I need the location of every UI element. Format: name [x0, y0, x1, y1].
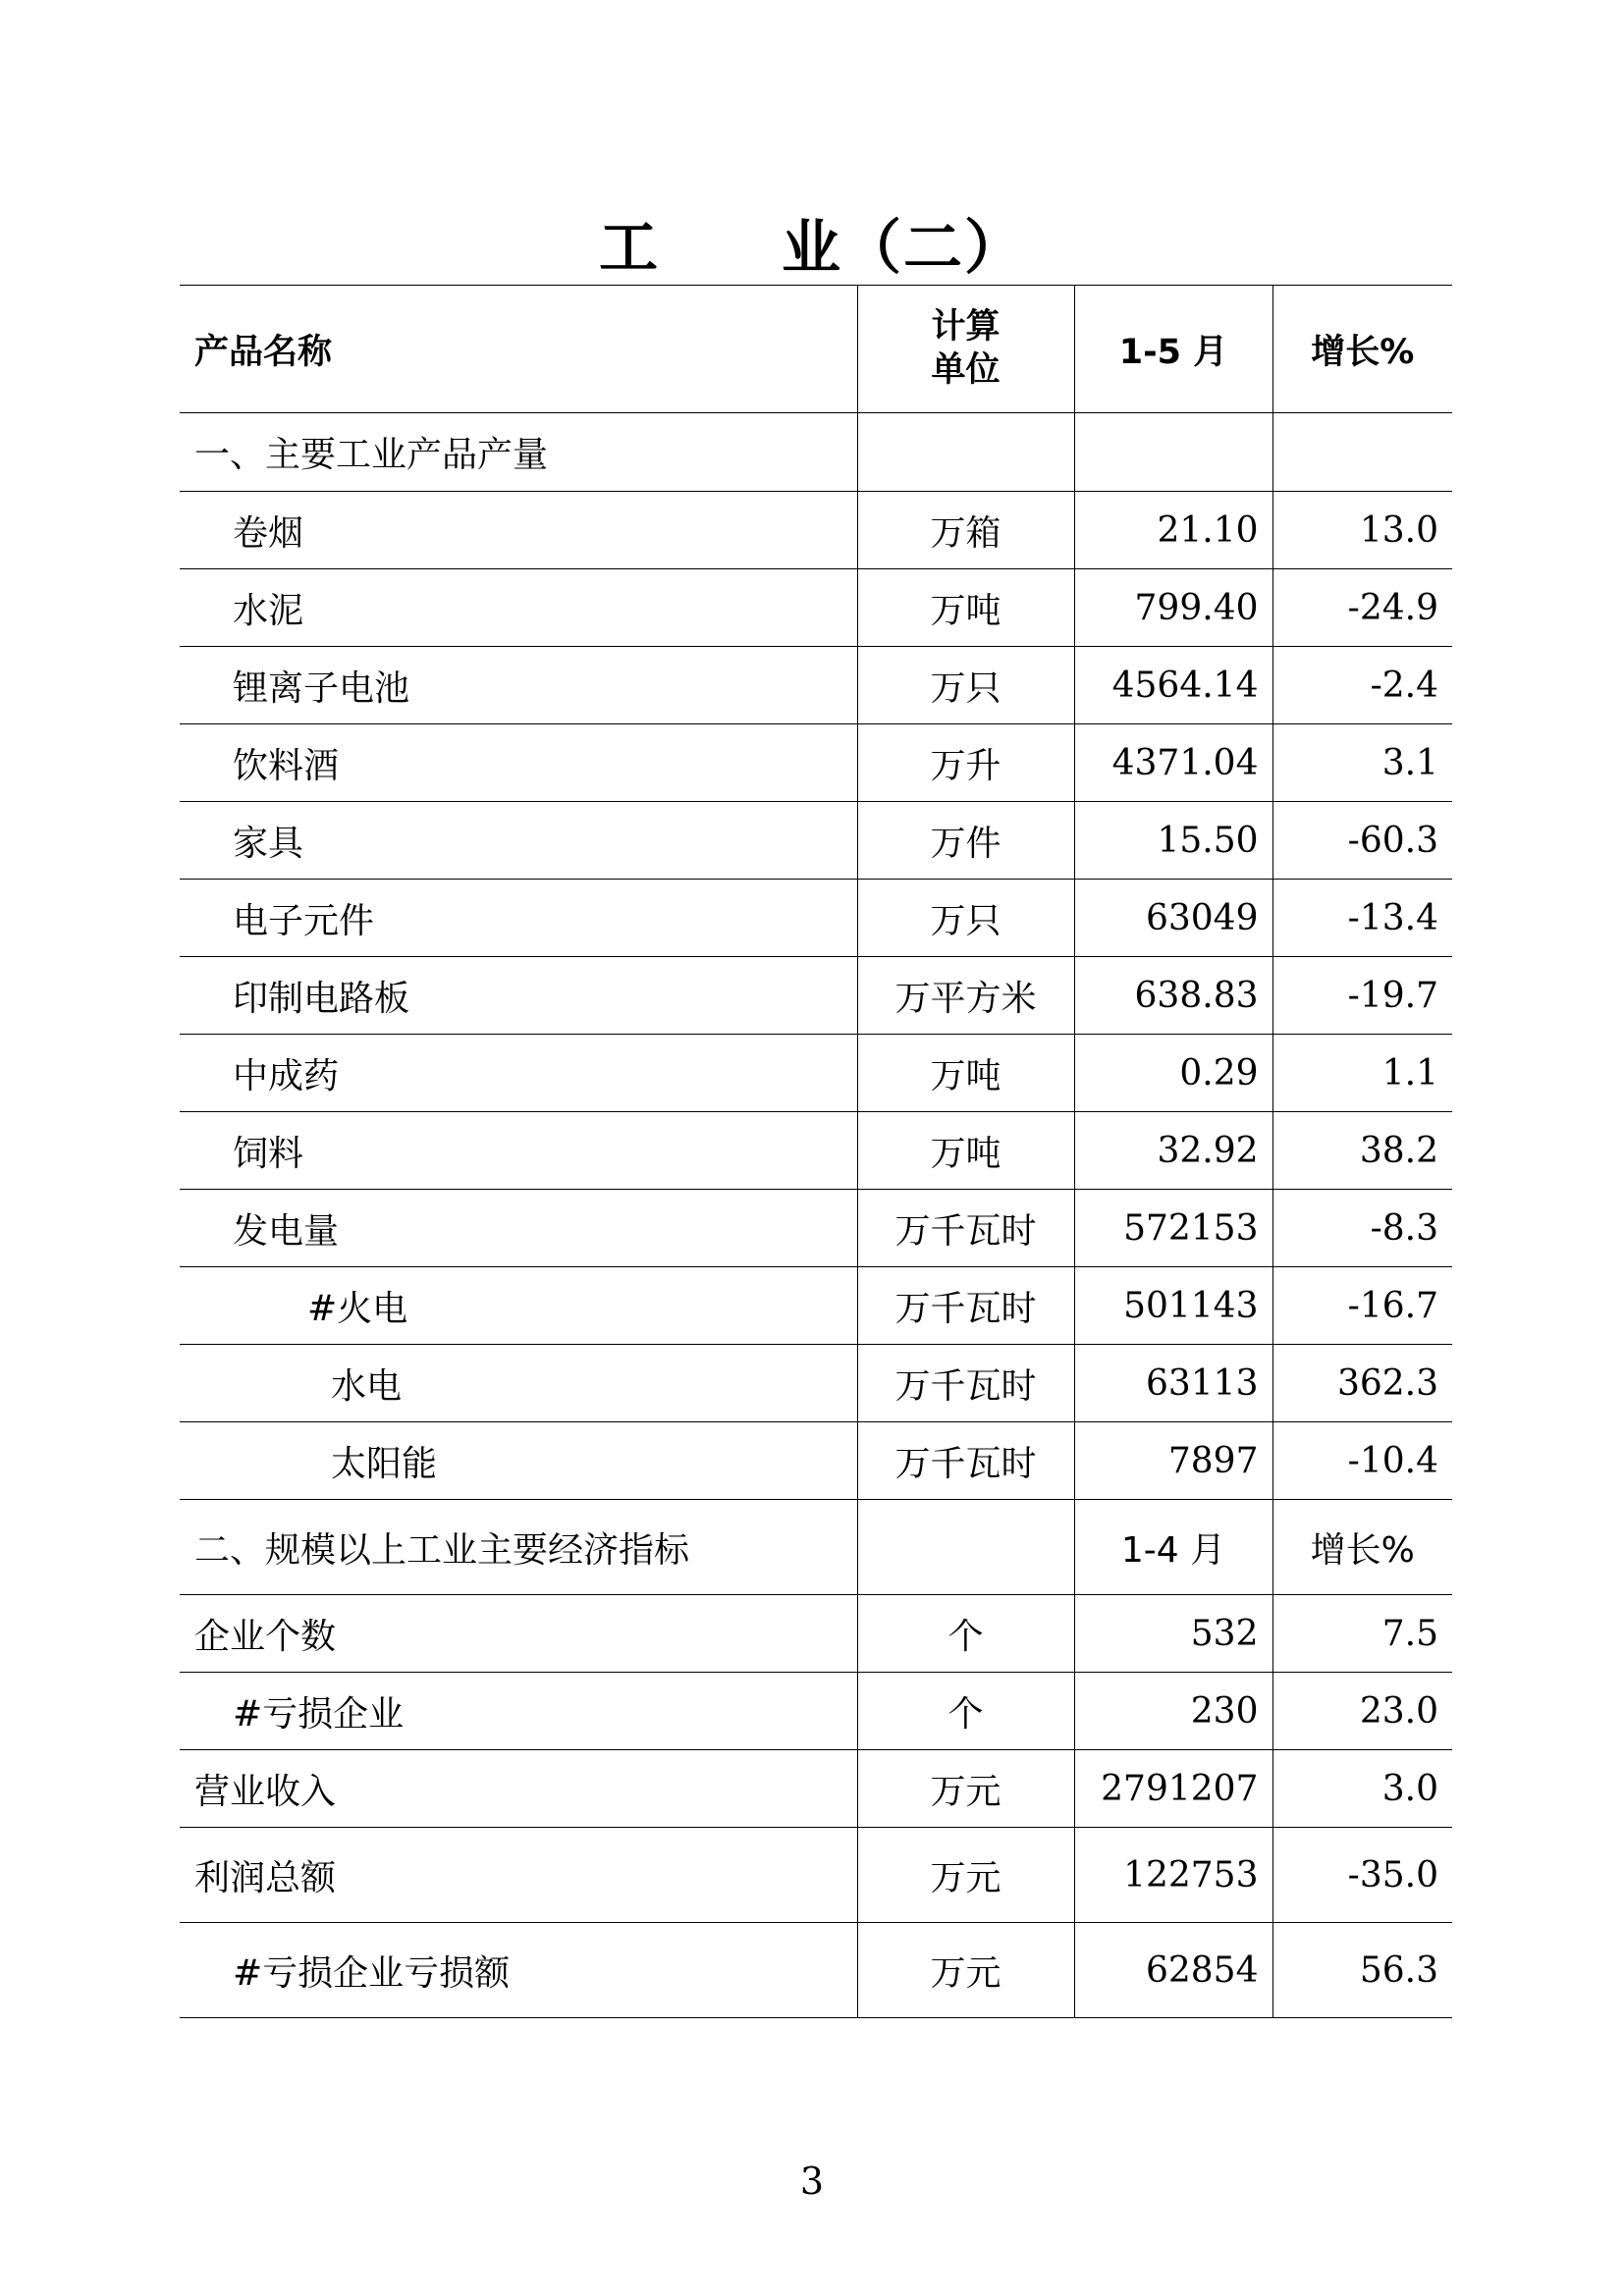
row-name: 企业个数 [180, 1595, 857, 1673]
table-row [180, 492, 1452, 569]
row-growth: -10.4 [1272, 1422, 1452, 1500]
header-product-name: 产品名称 [180, 286, 857, 413]
row-value: 230 [1074, 1673, 1272, 1750]
row-value: 4564.14 [1074, 647, 1272, 724]
row-name: 利润总额 [180, 1828, 857, 1923]
row-value: 7897 [1074, 1422, 1272, 1500]
row-unit: 万千瓦时 [857, 1345, 1074, 1422]
table-row [180, 1923, 1452, 2018]
table-row [180, 1345, 1452, 1422]
row-value: 0.29 [1074, 1035, 1272, 1112]
row-unit: 万元 [857, 1750, 1074, 1828]
table-row [180, 647, 1452, 724]
table-row [180, 1828, 1452, 1923]
page-title: 工 业（二） [599, 214, 1025, 283]
row-growth: -60.3 [1272, 802, 1452, 880]
row-name: 营业收入 [180, 1750, 857, 1828]
page-number: 3 [799, 2160, 825, 2203]
row-name: 饲料 [180, 1112, 857, 1190]
header-growth: 增长% [1272, 286, 1452, 413]
header-unit-line2: 单位 [931, 349, 1001, 390]
row-value: 572153 [1074, 1190, 1272, 1267]
table-row [180, 1422, 1452, 1500]
row-name: 家具 [180, 802, 857, 880]
header-period: 1-5 月 [1074, 286, 1272, 413]
row-name: 印制电路板 [180, 957, 857, 1035]
section1-growth-empty [1272, 413, 1452, 492]
table-row [180, 880, 1452, 957]
row-growth: 3.1 [1272, 724, 1452, 802]
row-value: 638.83 [1074, 957, 1272, 1035]
section1-value-empty [1074, 413, 1272, 492]
row-unit: 万只 [857, 647, 1074, 724]
table-row [180, 802, 1452, 880]
row-value: 799.40 [1074, 569, 1272, 647]
table-row [180, 1750, 1452, 1828]
table-row [180, 957, 1452, 1035]
row-name: 水电 [180, 1345, 857, 1422]
table-row [180, 1267, 1452, 1345]
row-growth: 56.3 [1272, 1923, 1452, 2018]
row-growth: -8.3 [1272, 1190, 1452, 1267]
row-unit: 万平方米 [857, 957, 1074, 1035]
row-growth: 7.5 [1272, 1595, 1452, 1673]
row-value: 62854 [1074, 1923, 1272, 2018]
section1-title: 一、主要工业产品产量 [180, 413, 857, 492]
row-growth: -16.7 [1272, 1267, 1452, 1345]
row-unit: 万吨 [857, 569, 1074, 647]
row-unit: 万箱 [857, 492, 1074, 569]
row-value: 4371.04 [1074, 724, 1272, 802]
header-unit [857, 286, 1074, 413]
row-growth: -13.4 [1272, 880, 1452, 957]
header-unit-line1: 计算 [931, 306, 1001, 347]
row-value: 532 [1074, 1595, 1272, 1673]
row-unit: 万元 [857, 1923, 1074, 2018]
row-name: 水泥 [180, 569, 857, 647]
row-name: 太阳能 [180, 1422, 857, 1500]
table-header-row [180, 286, 1452, 413]
row-growth: 38.2 [1272, 1112, 1452, 1190]
row-growth: -24.9 [1272, 569, 1452, 647]
row-value: 15.50 [1074, 802, 1272, 880]
section2-unit-empty [857, 1500, 1074, 1595]
row-unit: 万元 [857, 1828, 1074, 1923]
row-growth: 23.0 [1272, 1673, 1452, 1750]
table-row [180, 1035, 1452, 1112]
row-unit: 万件 [857, 802, 1074, 880]
row-name: 发电量 [180, 1190, 857, 1267]
table-row [180, 724, 1452, 802]
row-name: 饮料酒 [180, 724, 857, 802]
row-value: 32.92 [1074, 1112, 1272, 1190]
row-value: 2791207 [1074, 1750, 1272, 1828]
row-unit: 万千瓦时 [857, 1422, 1074, 1500]
section2-period: 1-4 月 [1074, 1500, 1272, 1595]
row-name: 中成药 [180, 1035, 857, 1112]
section1-unit-empty [857, 413, 1074, 492]
row-growth: -35.0 [1272, 1828, 1452, 1923]
row-unit: 万吨 [857, 1035, 1074, 1112]
table-row [180, 1595, 1452, 1673]
row-unit: 个 [857, 1595, 1074, 1673]
row-name: #亏损企业亏损额 [180, 1923, 857, 2018]
table-row [180, 1112, 1452, 1190]
row-growth: 3.0 [1272, 1750, 1452, 1828]
table-row [180, 1673, 1452, 1750]
row-name: 锂离子电池 [180, 647, 857, 724]
row-name: 卷烟 [180, 492, 857, 569]
row-unit: 个 [857, 1673, 1074, 1750]
row-name: #亏损企业 [180, 1673, 857, 1750]
row-growth: 1.1 [1272, 1035, 1452, 1112]
row-name: #火电 [180, 1267, 857, 1345]
row-unit: 万吨 [857, 1112, 1074, 1190]
row-value: 501143 [1074, 1267, 1272, 1345]
row-growth: 362.3 [1272, 1345, 1452, 1422]
row-unit: 万千瓦时 [857, 1267, 1074, 1345]
section1-title-row [180, 413, 1452, 492]
row-unit: 万千瓦时 [857, 1190, 1074, 1267]
table-row [180, 1190, 1452, 1267]
row-name: 电子元件 [180, 880, 857, 957]
section2-growth: 增长% [1272, 1500, 1452, 1595]
row-value: 63049 [1074, 880, 1272, 957]
row-value: 21.10 [1074, 492, 1272, 569]
section2-title-row [180, 1500, 1452, 1595]
row-growth: 13.0 [1272, 492, 1452, 569]
section2-title: 二、规模以上工业主要经济指标 [180, 1500, 857, 1595]
row-value: 122753 [1074, 1828, 1272, 1923]
table-row [180, 569, 1452, 647]
row-unit: 万升 [857, 724, 1074, 802]
row-growth: -19.7 [1272, 957, 1452, 1035]
industry-stats-table [180, 285, 1452, 2018]
row-growth: -2.4 [1272, 647, 1452, 724]
row-unit: 万只 [857, 880, 1074, 957]
row-value: 63113 [1074, 1345, 1272, 1422]
